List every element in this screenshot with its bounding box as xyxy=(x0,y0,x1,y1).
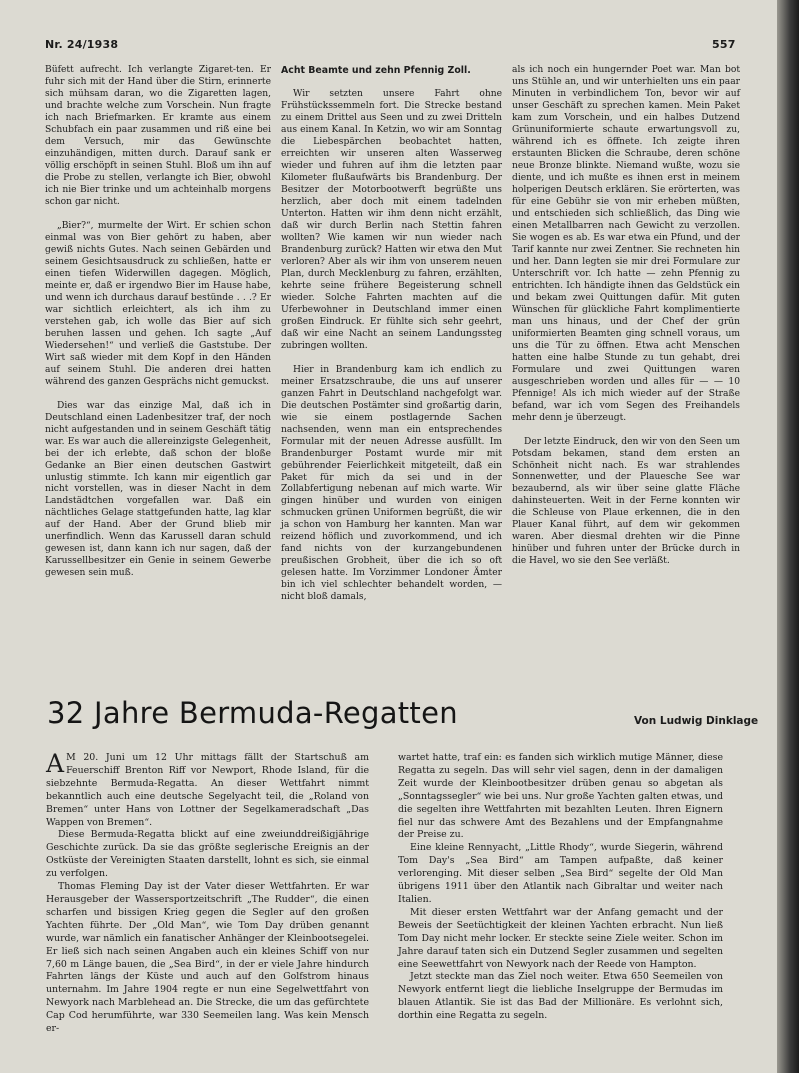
article-column-2 xyxy=(398,752,723,1023)
paragraph xyxy=(46,881,369,1036)
paragraph xyxy=(398,842,723,907)
paragraph xyxy=(46,829,369,881)
page-binding-edge xyxy=(777,0,799,1073)
paragraph xyxy=(398,971,723,1023)
paragraph-text: Büfett aufrecht. Ich verlangte Zigaret-ten. Er fuhr sich mit der Hand über die Stirn, erinnerte sich mühsam daran, wo die Zigaretten lagen, und brachte welche zum Vorschein. Nun fragte ich nach Briefmarken. Er kramte aus einem Schubfach ein paar zusammen und riß eine bei dem Versuch, mir das Gewünschte einzuhändigen, mitten durch. Darauf sank er völlig erschöpft in seinen Stuhl. Bloß um ihn auf die Probe zu stellen, verlangte ich Bier, obwohl ich nie Bier trinke und um achteinhalb morgens schon gar nicht. xyxy=(45,65,271,207)
text-column-2 xyxy=(281,65,502,604)
article-column-1 xyxy=(46,749,369,1036)
paragraph-text: Thomas Fleming Day ist der Vater dieser Wettfahrten. Er war Herausgeber der Wassersportzeitschrift „The Rudder“, die einen scharfen und bissigen Krieg gegen die Segler auf den großen Yachten führte. Der „Old Man“, wie Tom Day drüben genannt wurde, war nämlich ein fanatischer Anhänger der Kleinbootsegelei. Er ließ sich nach seinen Angaben auch ein kleines Schiff von nur 7,60 m Länge bauen, die „Sea Bird“, in der er viele Jahre hindurch Fahrten längs der Küste und auch auf den Golfstrom hinaus unternahm. Im Jahre 1904 regte er nun eine Segelwettfahrt von Newyork nach Marblehead an. Die Strecke, die um das gefürchtete Cap Cod herumführte, war 330 Seemeilen lang. Was kein Mensch er- xyxy=(46,881,369,1035)
paragraph xyxy=(281,365,502,605)
paragraph xyxy=(45,401,271,581)
paragraph xyxy=(281,89,502,353)
paragraph-text: Jetzt steckte man das Ziel noch weiter. Etwa 650 Seemeilen von Newyork entfernt liegt die liebliche Inselgruppe der Bermudas im blauen Atlantik. Sie ist das Bad der Millionäre. Es verlohnt sich, dorthin eine Regatta zu segeln. xyxy=(398,971,723,1022)
paragraph-text: Eine kleine Rennyacht, „Little Rhody“, wurde Siegerin, während Tom Day's „Sea Bird“ am Tampen aufpaßte, daß keiner verlorenging. Mit dieser selben „Sea Bird“ segelte der Old Man übrigens 1911 über den Atlantik nach Gibraltar und weiter nach Italien. xyxy=(398,842,723,905)
page-number: 557 xyxy=(712,38,736,51)
paragraph xyxy=(46,749,369,829)
paragraph-text: Wir setzten unsere Fahrt ohne Frühstückssemmeln fort. Die Strecke bestand zu einem Drittel aus Seen und zu zwei Dritteln aus einem Kanal. In Ketzin, wo wir am Sonntag die Liebespärchen beobachtet hatten, erreichten wir unseren alten Wasserweg wieder und fuhren auf ihm die letzten paar Kilometer flußaufwärts bis Brandenburg. Der Besitzer der Motorbootwerft begrüßte uns herzlich, aber doch mit einem tadelnden Unterton. Hatten wir ihm denn nicht erzählt, daß wir durch Berlin nach Stettin fahren wollten? Wie kamen wir nun wieder nach Brandenburg zurück? Hatten wir etwa den Mut verloren? Aber als wir ihm von unserem neuen Plan, durch Mecklenburg zu fahren, erzählten, kehrte seine frühere Begeisterung schnell wieder. Solche Fahrten machten auf die Uferbewohner in Deutschland immer einen großen Eindruck. Er fühlte sich sehr geehrt, daß wir eine Nacht an seinem Landungssteg zubringen wollten. xyxy=(281,88,502,351)
drop-cap: A xyxy=(46,749,65,778)
article-title: 32 Jahre Bermuda-Regatten xyxy=(47,696,458,730)
paragraph-text: M 20. Juni um 12 Uhr mittags fällt der Startschuß am Feuerschiff Brenton Riff vor Newport, Rhode Island, für die siebzehnte Bermuda-Regatta. An dieser Wettfahrt nimmt bekanntlich auch eine deutsche Segelyacht teil, die „Roland von Bremen“ unter Hans von Lottner der Segelkameradschaft „Das Wappen von Bremen“. xyxy=(46,752,369,828)
paragraph-text: Mit dieser ersten Wettfahrt war der Anfang gemacht und der Beweis der Seetüchtigkeit der kleinen Yachten erbracht. Nun ließ Tom Day nicht mehr locker. Er steckte seine Ziele weiter. Schon im Jahre darauf taten sich ein Dutzend Segler zusammen und segelten eine Seewettfahrt von Newyork nach der Reede von Hampton. xyxy=(398,906,723,970)
text-column-3 xyxy=(512,65,740,568)
paragraph xyxy=(398,907,723,972)
paragraph-text: Der letzte Eindruck, den wir von den Seen um Potsdam bekamen, stand dem ersten an Schönheit nicht nach. Es war strahlendes Sonnenwetter, und der Plauesche See war bezaubernd, als wir über seine glatte Fläche dahinsteuerten. Weit in der Ferne konnten wir die Schleuse von Plaue erkennen, die in den Plauer Kanal führt, auf dem wir gekommen waren. Aber diesmal drehten wir die Pinne hinüber und fuhren unter der Brücke durch in die Havel, wo sie den See verläßt. xyxy=(512,436,740,567)
paragraph xyxy=(398,752,723,842)
section-subheading: Acht Beamte und zehn Pfennig Zoll. xyxy=(281,65,471,76)
paragraph xyxy=(512,65,740,425)
paragraph xyxy=(45,65,271,209)
paragraph-text: Diese Bermuda-Regatta blickt auf eine zweiunddreißigjährige Geschichte zurück. Da sie das größte seglerische Ereignis an der Ostküste der Vereinigten Staaten darstellt, lohnt es sich, sie einmal zu verfolgen. xyxy=(46,829,369,880)
article-author: Von Ludwig Dinklage xyxy=(634,715,759,727)
issue-number: Nr. 24/1938 xyxy=(45,38,119,51)
paragraph xyxy=(512,437,740,569)
paragraph-text: Hier in Brandenburg kam ich endlich zu meiner Ersatzschraube, die uns auf unserer ganzen Fahrt in Deutschland nachgefolgt war. Die deutschen Postämter sind großartig darin, wie sie einem postlagernde Sachen nachsenden, wenn man ein entsprechendes Formular mit der neuen Adresse ausfüllt. Im Brandenburger Postamt wurde mir mit gebührender Feierlichkeit mitgeteilt, daß ein Paket für mich da sei und in der Zollabfertigung nebenan auf mich warte. Wir gingen hinüber und wurden von einigen schmucken grünen Uniformen begrüßt, die wir ja schon von Hamburg her kannten. Man war reizend höflich und zuvorkommend, und ich fand nichts von der kurzangebundenen preußischen Grobheit, über die ich so oft gelesen hatte. Im Vorzimmer Londoner Ämter bin ich viel schlechter behandelt worden, — nicht bloß damals, xyxy=(281,364,502,603)
paragraph-text: Dies war das einzige Mal, daß ich in Deutschland einen Ladenbesitzer traf, der noch nicht aufgestanden und in seinem Geschäft tätig war. Es war auch die allereinzigste Gelegenheit, bei der ich erlebte, daß schon der bloße Gedanke an Bier einen deutschen Gastwirt unlustig stimmte. Ich kann mir eigentlich gar nicht vorstellen, was in dieser Nacht in dem Landstädtchen vorgefallen war. Daß ein nächtliches Gelage stattgefunden hatte, lag klar auf der Hand. Aber der Grund blieb mir unerfindlich. Wenn das Karussell daran schuld gewesen ist, dann kann ich nur sagen, daß der Karussellbesitzer ein Genie in seinem Gewerbe gewesen sein muß. xyxy=(45,400,271,579)
text-column-1 xyxy=(45,65,271,580)
paragraph-text: „Bier?“, murmelte der Wirt. Er schien schon einmal was von Bier gehört zu haben, aber gewiß nichts Gutes. Nach seinen Gebärden und seinem Gesichtsausdruck zu schließen, hatte er einen tiefen Widerwillen dagegen. Möglich, meinte er, daß er irgendwo Bier im Hause habe, und wenn ich durchaus darauf bestünde . . .? Er war sichtlich erleichtert, als ich ihm zu verstehen gab, ich wolle das Bier auf sich beruhen lassen und gehen. Ich sagte „Auf Wiedersehen!“ und verließ die Gaststube. Der Wirt saß wieder mit dem Kopf in den Händen auf seinem Stuhl. Die anderen drei hatten während des ganzen Gesprächs nicht gemuckst. xyxy=(45,220,271,387)
paragraph-text: wartet hatte, traf ein: es fanden sich wirklich mutige Männer, diese Regatta zu segeln. Das will sehr viel sagen, denn in der damaligen Zeit wurde der Kleinbootbesitzer drüben genau so abgetan als „Sonntagssegler“ wie bei uns. Nur große Yachten galten etwas, und die segelten ihre Wettfahrten mit bezahlten Leuten. Ihren Eignern fiel nur das schwere Amt des Bezahlens und der Empfangnahme der Preise zu. xyxy=(398,752,723,841)
paragraph-text: als ich noch ein hungernder Poet war. Man bot uns Stühle an, und wir unterhielten uns ein paar Minuten in verbindlichem Ton, bevor wir auf unser Geschäft zu sprechen kamen. Mein Paket kam zum Vorschein, und ein halbes Dutzend Grünuniformierte schaute erwartungsvoll zu, während ich es öffnete. Ich zeigte ihren erstaunten Blicken die Schraube, deren schöne neue Bronze blinkte. Niemand wußte, wozu sie diente, und ich mußte es ihnen erst in meinem holperigen Deutsch erklären. Sie erörterten, was für eine Gebühr sie von mir erheben müßten, und entschieden sich schließlich, das Ding wie einen Metallbarren nach Gewicht zu verzollen. Sie wogen es ab. Es war etwa ein Pfund, und der Tarif kannte nur zwei Zentner. Sie rechneten hin und her. Dann legten sie mir drei Formulare zur Unterschrift vor. Ich hatte — zehn Pfennig zu entrichten. Ich händigte ihnen das Geldstück ein und bekam zwei Quittungen dafür. Mit guten Wünschen für glückliche Fahrt komplimentierte man uns hinaus, und der Chef der grün uniformierten Beamten ging schnell voraus, um uns die Tür zu öffnen. Etwa acht Menschen hatten eine halbe Stunde zu tun gehabt, drei Formulare und zwei Quittungen waren ausgeschrieben worden und alles für — — 10 Pfennige! Als ich mich wieder auf der Straße befand, war ich vom Segen des Freihandels mehr denn je überzeugt. xyxy=(512,65,740,423)
paragraph xyxy=(45,221,271,389)
